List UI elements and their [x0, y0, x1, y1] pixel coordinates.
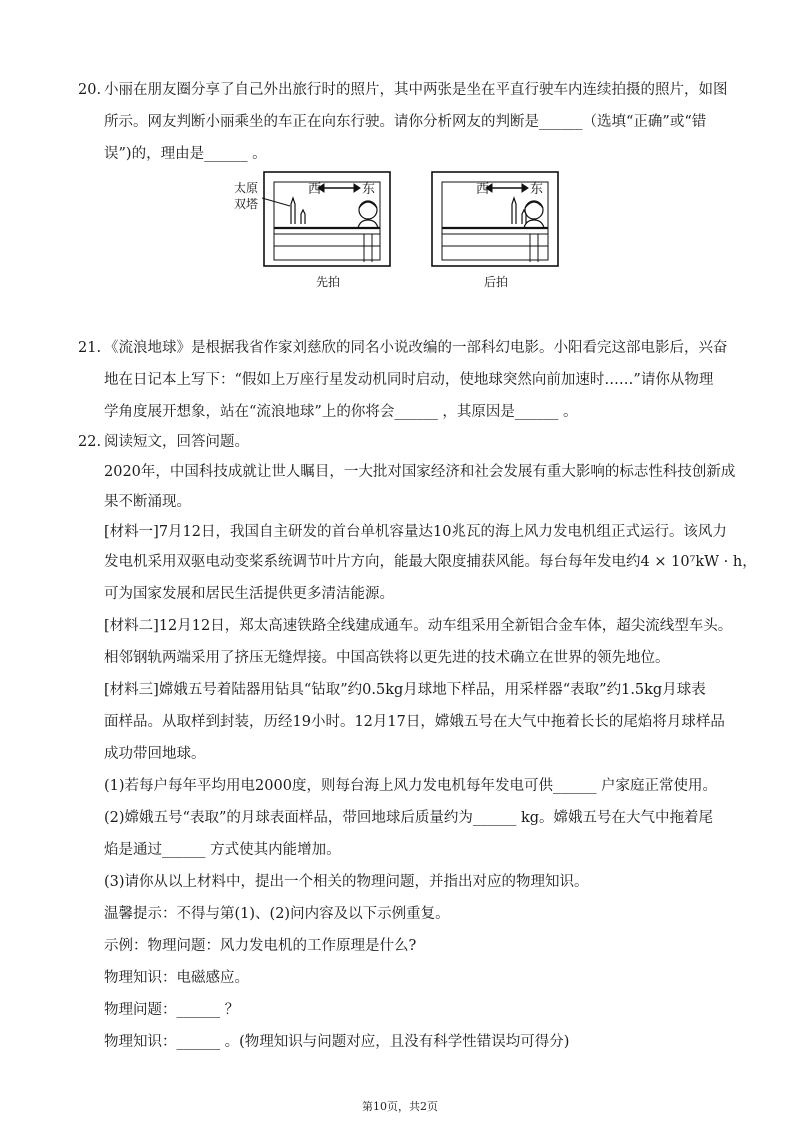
- q22-example-knowledge: 物理知识：电磁感应。: [104, 970, 249, 986]
- q22-sub-2-line-2: 焰是通过______ 方式使其内能增加。: [104, 842, 341, 858]
- q22-intro: 阅读短文，回答问题。: [104, 434, 249, 450]
- east-label-first: 东: [362, 182, 376, 197]
- q22-answer-knowledge: 物理知识：______ 。(物理知识与问题对应，且没有科学性错误均可得分): [104, 1034, 570, 1050]
- q22-example-question: 示例：物理问题：风力发电机的工作原理是什么?: [104, 938, 417, 954]
- landmark-label-2: 双塔: [234, 197, 259, 211]
- q22-sub-3: (3)请你从以上材料中，提出一个相关的物理问题，并指出对应的物理知识。: [104, 874, 589, 890]
- q22-answer-question: 物理问题：______ ？: [104, 1002, 240, 1018]
- q22-material-2-line-1: [材料二]12月12日，郑太高速铁路全线建成通车。动车组采用全新铝合金车体，超尖流线型车头。: [104, 618, 733, 634]
- q22-number: 22.: [78, 434, 102, 450]
- q20-line-1: 小丽在朋友圈分享了自己外出旅行时的照片，其中两张是坐在平直行驶车内连续拍摄的照片，如图: [104, 82, 728, 98]
- q20-line-3: 误”)的，理由是______ 。: [104, 146, 267, 162]
- q22-material-3-line-2: 面样品。从取样到封装，历经19小时。12月17日，嫦娥五号在大气中拖着长长的尾焰将月球样品: [104, 714, 725, 730]
- tower-icon: [291, 198, 295, 224]
- q20-figure: [228, 168, 568, 292]
- caption-second: 后拍: [484, 275, 509, 289]
- q20-number: 20.: [78, 82, 102, 98]
- q22-material-3-line-3: 成功带回地球。: [104, 746, 206, 762]
- q22-line-2: 果不断涌现。: [104, 494, 191, 510]
- q21-line-2: 地在日记本上写下：“假如上万座行星发动机同时启动，使地球突然向前加速时……”请你从物理: [104, 372, 714, 388]
- page-footer: 第10页，共2页: [362, 1100, 438, 1113]
- q22-hint: 温馨提示：不得与第(1)、(2)问内容及以下示例重复。: [104, 906, 450, 922]
- q20-line-2: 所示。网友判断小丽乘坐的车正在向东行驶。请你分析网友的判断是______（选填“正确”或“错: [104, 114, 707, 130]
- q21-line-3: 学角度展开想象，站在“流浪地球”上的你将会______ ，其原因是______ 。: [104, 404, 578, 420]
- q22-sub-2-line-1: (2)嫦娥五号“表取”的月球表面样品，带回地球后质量约为______ kg。嫦娥五号在大气中拖着尾: [104, 810, 714, 826]
- east-label-second: 东: [530, 182, 544, 197]
- q22-line-1: 2020年，中国科技成就让世人瞩目，一大批对国家经济和社会发展有重大影响的标志性科技创新成: [104, 464, 736, 480]
- caption-first: 先拍: [316, 275, 341, 289]
- q21-line-1: 《流浪地球》是根据我省作家刘慈欣的同名小说改编的一部科幻电影。小阳看完这部电影后，兴奋: [104, 340, 728, 356]
- q22-material-2-line-2: 相邻钢轨两端采用了挤压无缝焊接。中国高铁将以更先进的技术确立在世界的领先地位。: [104, 650, 670, 666]
- q22-sub-1: (1)若每户每年平均用电2000度，则每台海上风力发电机每年发电可供______ 户家庭正常使用。: [104, 778, 718, 794]
- q22-material-1-line-1: [材料一]7月12日，我国自主研发的首台单机容量达10兆瓦的海上风力发电机组正式运行。该风力: [104, 524, 727, 540]
- west-label-second: 西: [476, 182, 490, 197]
- west-label-first: 西: [308, 182, 322, 197]
- landmark-label-1: 太原: [234, 181, 259, 195]
- q22-material-1-line-3: 可为国家发展和居民生活提供更多清洁能源。: [104, 586, 394, 602]
- girl-icon: [359, 201, 377, 219]
- q22-material-3-line-1: [材料三]嫦娥五号着陆器用钻具“钻取”约0.5kg月球地下样品，用采样器“表取”约1.5kg月球表: [104, 682, 706, 698]
- q22-material-1-line-2: 发电机采用双驱电动变桨系统调节叶片方向，能最大限度捕获风能。每台每年发电约4 × 10⁷kW · h，: [104, 554, 757, 570]
- q21-number: 21.: [78, 340, 102, 356]
